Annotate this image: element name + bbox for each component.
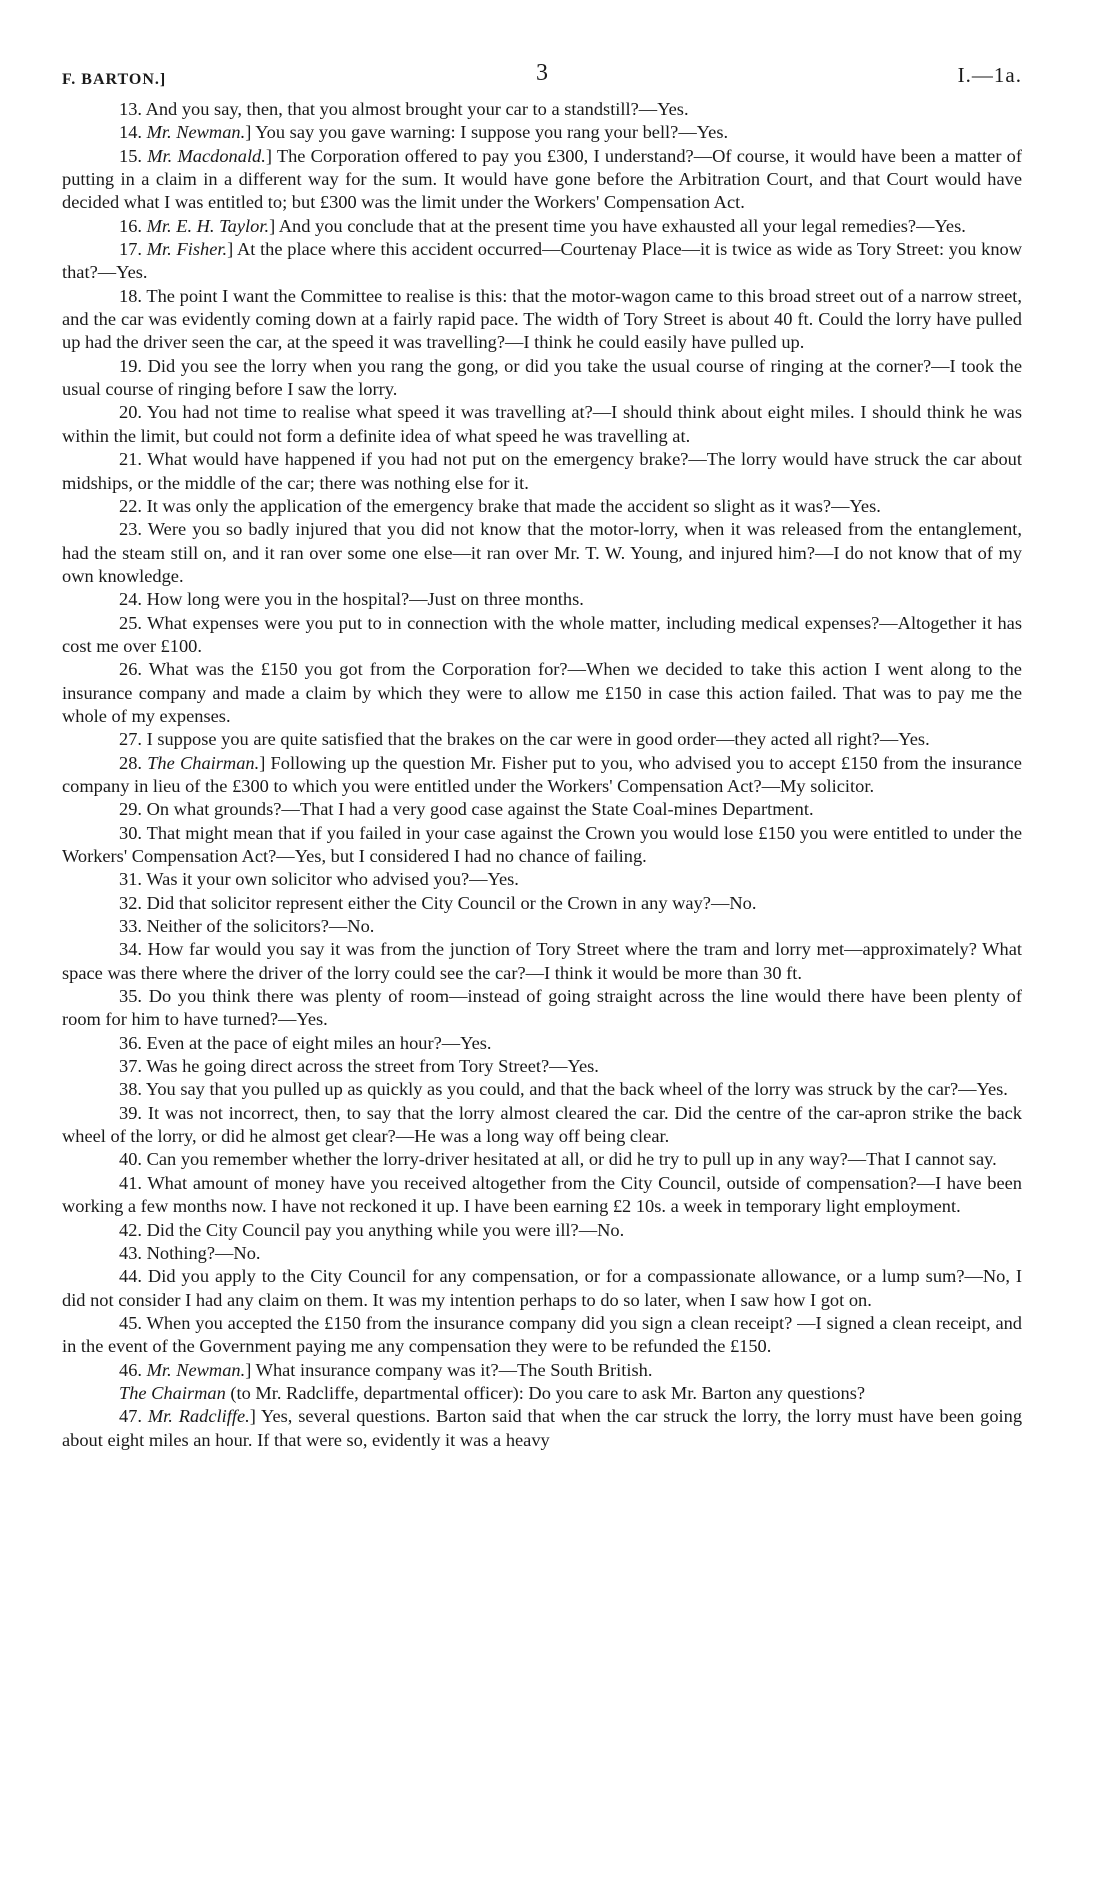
question-number: 34. <box>119 939 148 960</box>
paragraph-text: Neither of the solicitors?—No. <box>146 916 375 937</box>
paragraph-text: Were you so badly injured that you did not know that the motor-lorry, when it was released from the entanglement, had the steam still on, and it ran over some one else—it ran over Mr. T. W. Young, and injured him?—I do not know that of my own knowledge. <box>62 519 1022 586</box>
paragraph <box>62 658 1022 728</box>
question-number: 32. <box>119 892 147 913</box>
paragraph-text: ] Yes, several questions. Barton said that when the car struck the lorry, the lorry must have been going about eight miles an hour. If that were so, evidently it was a heavy <box>62 1406 1023 1450</box>
question-number: 39. <box>119 1102 148 1123</box>
question-number: 35. <box>119 986 149 1007</box>
paragraph-text: Even at the pace of eight miles an hour?—Yes. <box>146 1032 492 1053</box>
paragraph <box>62 355 1022 402</box>
paragraph-text: And you say, then, that you almost brought your car to a standstill?—Yes. <box>145 99 689 119</box>
question-number: 38. <box>119 1079 146 1100</box>
paragraph <box>62 518 1022 588</box>
speaker: The Chairman <box>119 1382 226 1403</box>
paragraph <box>62 98 1022 121</box>
question-number: 17. <box>119 239 147 260</box>
paragraph <box>62 1312 1022 1359</box>
question-number: 16. <box>119 215 147 236</box>
page-header <box>62 58 1022 98</box>
header-witness-name: F. BARTON.] <box>62 71 167 88</box>
paragraph <box>62 1242 1022 1265</box>
paragraph-text: Did the City Council pay you anything while you were ill?—No. <box>146 1219 625 1240</box>
paragraph <box>62 1148 1022 1171</box>
question-number: 29. <box>119 799 147 820</box>
question-number: 47. <box>119 1406 148 1427</box>
paragraph-text: What expenses were you put to in connection with the whole matter, including medical expenses?—Altogether it has cost me over £100. <box>62 612 1022 656</box>
question-number: 36. <box>119 1032 147 1053</box>
paragraph <box>62 1382 1022 1405</box>
paragraph <box>62 752 1022 799</box>
speaker: Mr. E. H. Taylor. <box>146 215 270 236</box>
paragraph <box>62 728 1022 751</box>
paragraph-text: Nothing?—No. <box>146 1242 261 1263</box>
question-number: 42. <box>119 1219 147 1240</box>
paragraph <box>62 1265 1022 1312</box>
evidence-body <box>62 98 1022 1452</box>
paragraph-text: ] And you conclude that at the present time you have exhausted all your legal remedies?—Yes. <box>269 215 966 236</box>
paragraph <box>62 121 1022 144</box>
question-number: 27. <box>119 729 147 750</box>
paragraph-text: Did that solicitor represent either the City Council or the Crown in any way?—No. <box>146 892 757 913</box>
paragraph <box>62 1359 1022 1382</box>
question-number: 28. <box>119 752 148 773</box>
question-number: 18. <box>119 285 147 306</box>
paragraph <box>62 401 1022 448</box>
paragraph-text: Do you think there was plenty of room—instead of going straight across the line would there have been plenty of room for him to have turned?—Yes. <box>62 986 1022 1030</box>
paragraph <box>62 892 1022 915</box>
paragraph <box>62 588 1022 611</box>
paragraph <box>62 1078 1022 1101</box>
paragraph-text: What would have happened if you had not put on the emergency brake?—The lorry would have struck the car about midships, or the middle of the car; there was nothing else for it. <box>62 449 1022 493</box>
speaker: Mr. Macdonald. <box>147 145 266 166</box>
speaker: Mr. Newman. <box>146 1359 246 1380</box>
speaker: Mr. Newman. <box>146 122 246 143</box>
question-number: 40. <box>119 1149 147 1170</box>
paragraph-text: Was he going direct across the street from Tory Street?—Yes. <box>146 1056 599 1077</box>
paragraph <box>62 1032 1022 1055</box>
page-number: 3 <box>536 60 548 86</box>
question-number: 26. <box>119 659 149 680</box>
question-number: 43. <box>119 1242 147 1263</box>
question-number: 46. <box>119 1359 147 1380</box>
paragraph-text: How long were you in the hospital?—Just on three months. <box>146 589 584 610</box>
question-number: 25. <box>119 612 148 633</box>
paragraph <box>62 238 1022 285</box>
question-number: 44. <box>119 1266 148 1287</box>
question-number: 13. <box>119 99 146 119</box>
question-number: 24. <box>119 589 147 610</box>
paragraph-text: It was only the application of the emergency brake that made the accident so slight as it was?—Yes. <box>146 495 881 516</box>
paragraph-text: Did you see the lorry when you rang the gong, or did you take the usual course of ringing at the corner?—I took the usual course of ringing before I saw the lorry. <box>62 355 1022 400</box>
paragraph-text: ] What insurance company was it?—The South British. <box>245 1359 653 1380</box>
paragraph <box>62 915 1022 938</box>
paragraph-text: I suppose you are quite satisfied that the brakes on the car were in good order—they acted all right?—Yes. <box>146 729 930 750</box>
paragraph <box>62 495 1022 518</box>
paragraph <box>62 868 1022 891</box>
question-number: 23. <box>119 519 148 540</box>
paragraph-text: You say that you pulled up as quickly as you could, and that the back wheel of the lorry was struck by the car?—Yes. <box>145 1079 1008 1100</box>
paragraph-text: ] You say you gave warning: I suppose you rang your bell?—Yes. <box>245 122 729 143</box>
paragraph-text: Did you apply to the City Council for any compensation, or for a compassionate allowance, or a lump sum?—No, I did not consider I had any claim on them. It was my intention perhaps to do so later, when I saw how I got on. <box>62 1266 1022 1310</box>
paragraph <box>62 1102 1022 1149</box>
question-number: 30. <box>119 822 147 843</box>
paragraph-text: That might mean that if you failed in your case against the Crown you would lose £150 you were entitled to under the Workers' Compensation Act?—Yes, but I considered I had no chance of failing. <box>62 822 1022 866</box>
paragraph-text: Was it your own solicitor who advised you?—Yes. <box>146 869 519 890</box>
paragraph <box>62 285 1022 355</box>
paragraph-text: It was not incorrect, then, to say that the lorry almost cleared the car. Did the centre of the car-apron strike the back wheel of the lorry, or did he almost get clear?—He was a long way off being clear. <box>62 1102 1023 1147</box>
question-number: 37. <box>119 1056 147 1077</box>
question-number: 31. <box>119 869 147 890</box>
paragraph <box>62 798 1022 821</box>
paragraph-text: You had not time to realise what speed it was travelling at?—I should think about eight miles. I should think he was within the limit, but could not form a definite idea of what speed he was travelling at. <box>62 402 1023 446</box>
paragraph-text: ] Following up the question Mr. Fisher put to you, who advised you to accept £150 from the insurance company in lieu of the £300 to which you were entitled under the Workers' Compensation Act?—My solicitor. <box>62 752 1022 796</box>
paragraph-text: What amount of money have you received altogether from the City Council, outside of compensation?—I have been working a few months now. I have not reckoned it up. I have been earning £2 10s. a week in temporary light employment. <box>62 1172 1022 1217</box>
paragraph <box>62 1055 1022 1078</box>
question-number: 15. <box>119 145 148 166</box>
paragraph-text: ] The Corporation offered to pay you £300, I understand?—Of course, it would have been a matter of putting in a claim in a different way for the sum. It would have gone before the Arbitration Court, and that Court would have decided what I was entitled to; but £300 was the limit under the Workers' Compensation Act. <box>62 145 1022 213</box>
document-reference: I.—1a. <box>957 63 1022 87</box>
paragraph-text: How far would you say it was from the junction of Tory Street where the tram and lorry met—approximately? What space was there where the driver of the lorry could see the car?—I think it would be more than 30 ft. <box>62 939 1023 983</box>
speaker: The Chairman. <box>147 752 260 773</box>
question-number: 33. <box>119 916 147 937</box>
paragraph-text: Can you remember whether the lorry-driver hesitated at all, or did he try to pull up in any way?—That I cannot say. <box>146 1149 997 1170</box>
paragraph-text: What was the £150 you got from the Corporation for?—When we decided to take this action I went along to the insurance company and made a claim by which they were to allow me £150 in case this action failed. That was to pay me the whole of my expenses. <box>62 659 1022 726</box>
question-number: 21. <box>119 449 148 470</box>
paragraph <box>62 1172 1022 1219</box>
paragraph <box>62 215 1022 238</box>
paragraph <box>62 1219 1022 1242</box>
paragraph <box>62 822 1022 869</box>
paragraph <box>62 985 1022 1032</box>
paragraph-text: ] At the place where this accident occurred—Courtenay Place—it is twice as wide as Tory Street: you know that?—Yes. <box>62 239 1022 283</box>
paragraph <box>62 938 1022 985</box>
paragraph <box>62 612 1022 659</box>
paragraph-text: On what grounds?—That I had a very good case against the State Coal-mines Department. <box>146 799 814 820</box>
paragraph-text: (to Mr. Radcliffe, departmental officer): Do you care to ask Mr. Barton any questions? <box>225 1382 866 1403</box>
question-number: 20. <box>119 402 147 423</box>
speaker: Mr. Fisher. <box>146 239 228 260</box>
question-number: 41. <box>119 1172 148 1193</box>
paragraph-text: When you accepted the £150 from the insurance company did you sign a clean receipt? —I signed a clean receipt, and in the event of the Government paying me any compensation they were to be refunded the £150. <box>62 1312 1022 1357</box>
speaker: Mr. Radcliffe. <box>147 1406 250 1427</box>
question-number: 22. <box>119 495 147 516</box>
paragraph <box>62 1405 1022 1452</box>
paragraph-text: The point I want the Committee to realise is this: that the motor-wagon came to this broad street out of a narrow street, and the car was evidently coming down at a fairly rapid pace. The width of Tory Street is about 40 ft. Could the lorry have pulled up had the driver seen the car, at the speed it was travelling?—I think he could easily have pulled up. <box>62 285 1022 353</box>
question-number: 19. <box>119 355 148 376</box>
question-number: 45. <box>119 1312 147 1333</box>
paragraph <box>62 448 1022 495</box>
paragraph <box>62 145 1022 215</box>
question-number: 14. <box>119 122 147 143</box>
